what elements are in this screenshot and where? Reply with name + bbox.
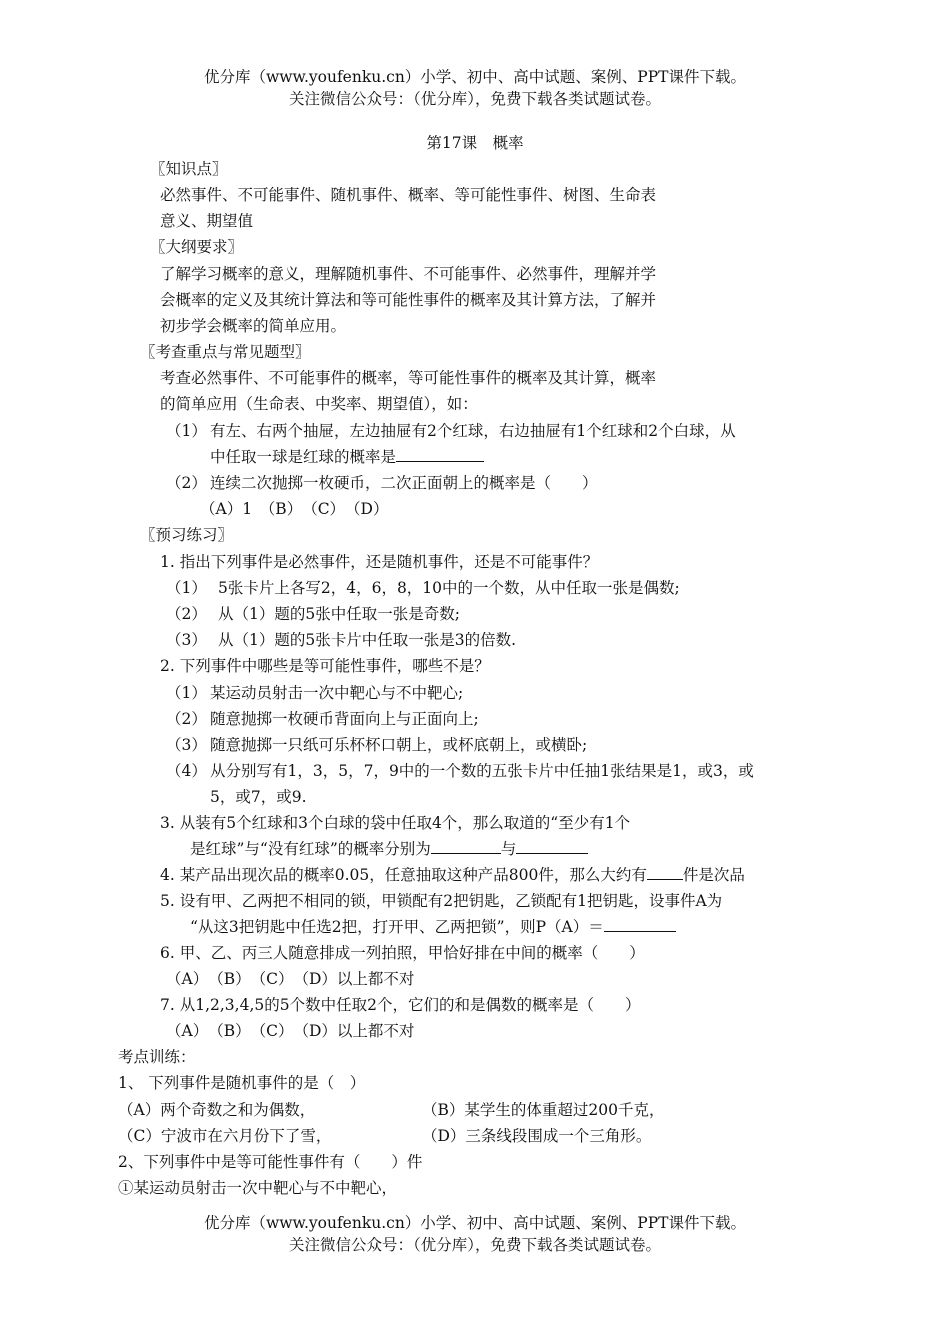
preview-q1-a-number: （1）	[166, 579, 207, 597]
footer-line-2: 关注微信公众号：（优分库），免费下载各类试题试卷。	[288, 1236, 661, 1254]
focus-q1-line-1: 有左、右两个抽屉，左边抽屉有2个红球，右边抽屉有1个红球和2个白球，从	[210, 422, 736, 440]
syllabus-line-1: 了解学习概率的意义，理解随机事件、不可能事件、必然事件，理解并学	[160, 265, 657, 283]
training-q1-option-c: （C）宁波市在六月份下了雪，	[118, 1127, 332, 1145]
preview-q2: 2. 下列事件中哪些是等可能性事件，哪些不是？	[160, 657, 490, 675]
preview-q3-text-b: 与	[500, 840, 517, 858]
preview-q2-b: 随意抛掷一枚硬币背面向上与正面向上;	[210, 710, 479, 728]
preview-q2-d-line-2: 5，或7，或9.	[210, 788, 307, 806]
knowledge-heading: 〖知识点〗	[150, 160, 228, 178]
preview-q7-options: （A） （B） （C） （D）以上都不对	[166, 1022, 415, 1040]
header-line-1: 优分库（www.youfenku.cn）小学、初中、高中试题、案例、PPT课件下载。	[203, 68, 747, 86]
preview-q1-c: 从（1）题的5张卡片中任取一张是3的倍数.	[218, 631, 517, 649]
focus-q1-text: 中任取一球是红球的概率是	[210, 448, 397, 466]
preview-q5-line-2	[190, 916, 676, 938]
preview-q2-a: 某运动员射击一次中靶心与不中靶心;	[210, 684, 464, 702]
syllabus-line-2: 会概率的定义及其统计算法和等可能性事件的概率及其计算方法，了解并	[160, 291, 657, 309]
preview-q4-text-b: 件是次品	[682, 866, 745, 884]
syllabus-heading: 〖大纲要求〗	[150, 238, 244, 256]
preview-q6: 6. 甲、乙、丙三人随意排成一列拍照，甲恰好排在中间的概率（ ）	[160, 944, 645, 962]
focus-q2-options: （A）1 （B） （C） （D）	[200, 500, 389, 518]
preview-q4	[160, 864, 745, 886]
training-q1-option-b: （B）某学生的体重超过200千克，	[422, 1101, 665, 1119]
preview-q1-b-number: （2）	[166, 605, 207, 623]
training-q2-item-1: ①某运动员射击一次中靶心与不中靶心，	[118, 1179, 398, 1197]
preview-q2-a-number: （1）	[166, 684, 207, 702]
preview-heading: 〖预习练习〗	[140, 526, 234, 544]
preview-q4-text-a: 4. 某产品出现次品的概率0.05，任意抽取这种产品800件，那么大约有	[160, 866, 647, 884]
preview-q2-c: 随意抛掷一只纸可乐杯杯口朝上，或杯底朝上，或横卧;	[210, 736, 588, 754]
preview-q3-text-a: 是红球”与“没有红球”的概率分别为	[190, 840, 431, 858]
preview-q1-a: 5张卡片上各写2，4，6，8，10中的一个数，从中任取一张是偶数;	[218, 579, 680, 597]
focus-line-2: 的简单应用（生命表、中奖率、期望值），如：	[160, 395, 478, 413]
training-heading: 考点训练：	[118, 1048, 196, 1066]
preview-q6-options: （A） （B） （C） （D）以上都不对	[166, 970, 415, 988]
syllabus-line-3: 初步学会概率的简单应用。	[160, 317, 347, 335]
preview-q3-line-2	[190, 838, 588, 860]
answer-blank[interactable]	[396, 446, 484, 462]
training-q2: 2、下列事件中是等可能性事件有（ ）件	[118, 1153, 423, 1171]
answer-blank[interactable]	[604, 916, 676, 932]
preview-q1-b: 从（1）题的5张中任取一张是奇数;	[218, 605, 460, 623]
answer-blank[interactable]	[516, 838, 588, 854]
preview-q1: 1. 指出下列事件是必然事件，还是随机事件，还是不可能事件？	[160, 553, 599, 571]
page-title: 第17课 概率	[426, 134, 524, 152]
footer-line-1: 优分库（www.youfenku.cn）小学、初中、高中试题、案例、PPT课件下载。	[203, 1214, 747, 1232]
training-q1-option-d: （D）三条线段围成一个三角形。	[422, 1127, 652, 1145]
training-q1-option-a: （A）两个奇数之和为偶数，	[118, 1101, 316, 1119]
focus-q2-number: （2）	[166, 474, 207, 492]
training-q1: 1、 下列事件是随机事件的是（ ）	[118, 1074, 366, 1092]
focus-line-1: 考查必然事件、不可能事件的概率，等可能性事件的概率及其计算，概率	[160, 369, 657, 387]
preview-q2-b-number: （2）	[166, 710, 207, 728]
focus-q1-number: （1）	[166, 422, 207, 440]
answer-blank[interactable]	[431, 838, 501, 854]
preview-q2-d-number: （4）	[166, 762, 207, 780]
focus-heading: 〖考查重点与常见题型〗	[140, 343, 311, 361]
focus-q1-line-2	[210, 446, 484, 468]
preview-q2-c-number: （3）	[166, 736, 207, 754]
preview-q5-line-1: 5. 设有甲、乙两把不相同的锁，甲锁配有2把钥匙，乙锁配有1把钥匙，设事件A为	[160, 892, 723, 910]
focus-q2-text: 连续二次抛掷一枚硬币，二次正面朝上的概率是（ ）	[210, 474, 598, 492]
preview-q3-line-1: 3. 从装有5个红球和3个白球的袋中任取4个，那么取道的“至少有1个	[160, 814, 631, 832]
preview-q1-c-number: （3）	[166, 631, 207, 649]
knowledge-line-2: 意义、期望值	[160, 212, 254, 230]
preview-q7: 7. 从1,2,3,4,5的5个数中任取2个，它们的和是偶数的概率是（ ）	[160, 996, 641, 1014]
knowledge-line-1: 必然事件、不可能事件、随机事件、概率、等可能性事件、树图、生命表	[160, 186, 657, 204]
header-line-2: 关注微信公众号：（优分库），免费下载各类试题试卷。	[288, 90, 661, 108]
preview-q5-text: “从这3把钥匙中任选2把，打开甲、乙两把锁”，则P（A）＝	[190, 918, 604, 936]
preview-q2-d-line-1: 从分别写有1，3，5，7，9中的一个数的五张卡片中任抽1张结果是1，或3，或	[210, 762, 754, 780]
answer-blank[interactable]	[647, 864, 683, 880]
